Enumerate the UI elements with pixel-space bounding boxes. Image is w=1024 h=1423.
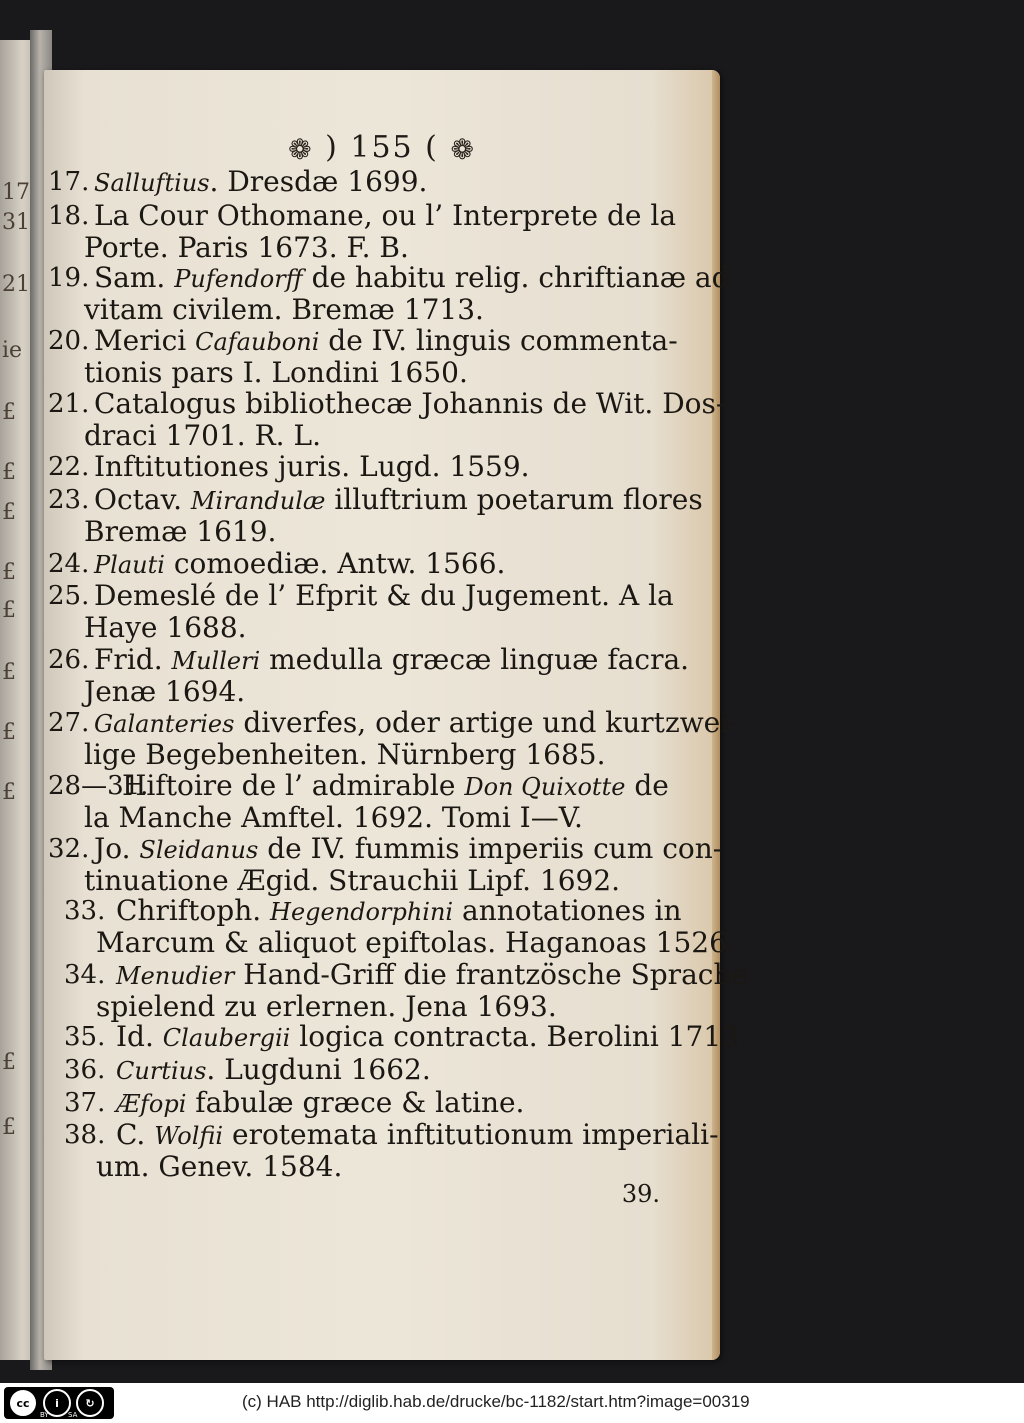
entry-text: La Cour Othomane, ou l’ Interprete de la: [94, 199, 677, 232]
entry-first-line: [94, 166, 427, 199]
entry-author-italic: Hegendorphini: [270, 898, 454, 926]
prev-page-fragment: £: [2, 460, 16, 485]
entry-text: de habitu relig. chriftianæ ad: [302, 261, 730, 294]
entry-text: Inftitutiones juris. Lugd. 1559.: [94, 450, 530, 483]
entry-number: 20.: [48, 326, 90, 356]
book-page: [44, 70, 749, 1360]
entry-continuation-line: spielend zu erlernen. Jena 1693.: [96, 990, 557, 1023]
entry-text: comoediæ. Antw. 1566.: [164, 547, 506, 580]
entry-first-line: [116, 1119, 719, 1152]
entry-author-italic: Æfopi: [116, 1090, 187, 1118]
entry-continuation-line: lige Begebenheiten. Nürnberg 1685.: [84, 738, 606, 771]
entry-number: 17.: [48, 167, 90, 197]
entry-number: 35.: [64, 1022, 106, 1052]
entry-text: C.: [116, 1118, 155, 1151]
entry-text: Hiftoire de l’ admirable: [122, 769, 465, 802]
prev-page-fragment: 17: [2, 180, 30, 205]
by-label: BY: [40, 1411, 49, 1419]
entry-number: 24.: [48, 549, 90, 579]
entry-text: . Lugduni 1662.: [206, 1053, 431, 1086]
prev-page-fragment: £: [2, 598, 16, 623]
entry-continuation-line: Bremæ 1619.: [84, 515, 277, 548]
entry-number: 33.: [64, 896, 106, 926]
entry-first-line: [94, 644, 689, 677]
entry-number: 34.: [64, 960, 106, 990]
entry-first-line: [116, 895, 682, 928]
entry-text: Hand-Griff die frantzösche Sprache: [234, 958, 749, 991]
flower-ornament-icon: ❁: [450, 132, 476, 166]
entry-number: 18.: [48, 201, 90, 231]
entry-first-line: [94, 200, 676, 232]
entry-author-italic: Curtius: [116, 1057, 207, 1085]
entry-author-italic: Galanteries: [94, 710, 235, 738]
entry-first-line: [94, 707, 739, 740]
entry-first-line: [94, 484, 703, 517]
entry-number: 25.: [48, 581, 90, 611]
entry-author-italic: Plauti: [94, 551, 165, 579]
entry-text: annotationes in: [453, 894, 682, 927]
entry-number: 36.: [64, 1055, 106, 1085]
entry-first-line: [94, 325, 678, 358]
entry-continuation-line: Jenæ 1694.: [84, 675, 246, 708]
entry-author-italic: Cafauboni: [195, 328, 320, 356]
entry-text: de: [625, 769, 669, 802]
prev-page-fragment: £: [2, 780, 16, 805]
entry-author-italic: Salluftius: [94, 169, 210, 197]
header-bracket-left: ): [325, 130, 339, 165]
entry-number: 19.: [48, 263, 90, 293]
entry-continuation-line: Haye 1688.: [84, 611, 247, 644]
prev-page-fragment: £: [2, 500, 16, 525]
entry-first-line: [94, 548, 505, 581]
footer-bar: [0, 1383, 1024, 1423]
entry-continuation-line: Porte. Paris 1673. F. B.: [84, 231, 409, 264]
entry-continuation-line: draci 1701. R. L.: [84, 419, 321, 452]
prev-page-fragment: £: [2, 720, 16, 745]
header-bracket-right: (: [425, 130, 439, 165]
entry-text: Frid.: [94, 643, 172, 676]
entry-author-italic: Menudier: [116, 962, 235, 990]
entry-text: erotemata inftitutionum imperiali-: [223, 1118, 719, 1151]
entry-number: 38.: [64, 1120, 106, 1150]
entry-text: . Dresdæ 1699.: [209, 165, 428, 198]
entry-first-line: [94, 833, 722, 866]
entry-text: Sam.: [94, 261, 175, 294]
entry-author-italic: Don Quixotte: [464, 773, 626, 801]
entry-text: de IV. fummis imperiis cum con-: [258, 832, 723, 865]
prev-page-fragment: £: [2, 1050, 16, 1075]
entry-first-line: [116, 1087, 524, 1120]
entry-text: Demeslé de l’ Efprit & du Jugement. A la: [94, 579, 674, 612]
entry-continuation-line: vitam civilem. Bremæ 1713.: [84, 293, 484, 326]
entry-text: Id.: [116, 1020, 163, 1053]
entry-author-italic: Pufendorff: [174, 265, 303, 293]
entry-author-italic: Claubergii: [162, 1024, 291, 1052]
entry-first-line: [116, 1021, 748, 1054]
prev-page-fragment: £: [2, 660, 16, 685]
prev-page-fragment: 21: [2, 272, 30, 297]
entry-author-italic: Wolfii: [154, 1122, 224, 1150]
running-header: [44, 130, 720, 166]
prev-page-fragment: £: [2, 1115, 16, 1140]
entry-text: Merici: [94, 324, 196, 357]
entry-text: Chriftoph.: [116, 894, 271, 927]
prev-page-fragment: ie: [2, 338, 23, 363]
entry-text: illuftrium poetarum flores: [325, 483, 703, 516]
entry-first-line: [122, 770, 669, 803]
entry-first-line: [94, 262, 730, 295]
entry-first-line: [116, 1054, 431, 1087]
entry-first-line: [94, 451, 530, 483]
flower-ornament-icon: ❁: [288, 132, 314, 166]
entry-number: 28—31.: [48, 771, 149, 801]
prev-page-fragment: £: [2, 560, 16, 585]
entry-author-italic: Sleidanus: [139, 836, 259, 864]
entry-text: logica contracta. Berolini 1713.: [290, 1020, 748, 1053]
entry-number: 27.: [48, 708, 90, 738]
cc-icon: cc: [8, 1388, 38, 1418]
entry-number: 37.: [64, 1088, 106, 1118]
entry-text: diverfes, oder artige und kurtzwei-: [234, 706, 739, 739]
prev-page-fragment: 31: [2, 210, 30, 235]
entry-number: 21.: [48, 389, 90, 419]
entry-continuation-line: Marcum & aliquot epiftolas. Haganoas 1526.: [96, 926, 736, 959]
entry-text: fabulæ græce & latine.: [186, 1086, 525, 1119]
prev-page-fragment: £: [2, 400, 16, 425]
entry-number: 32.: [48, 834, 90, 864]
entry-number: 22.: [48, 452, 90, 482]
entry-continuation-line: tinuatione Ægid. Strauchii Lipf. 1692.: [84, 864, 621, 897]
entry-text: Octav.: [94, 483, 191, 516]
entry-number: 23.: [48, 485, 90, 515]
share-alike-icon: ↻: [76, 1389, 104, 1417]
entry-text: de IV. linguis commenta-: [319, 324, 678, 357]
entry-text: Catalogus bibliothecæ Johannis de Wit. Dos-: [94, 387, 726, 420]
entry-first-line: [94, 580, 674, 612]
entry-text: Jo.: [94, 832, 140, 865]
entry-first-line: [116, 959, 748, 992]
attribution-icon: i: [43, 1389, 71, 1417]
entry-author-italic: Mulleri: [171, 647, 261, 675]
sa-label: SA: [68, 1411, 78, 1419]
entry-number: 26.: [48, 645, 90, 675]
catchword: 39.: [621, 1180, 660, 1208]
entry-continuation-line: um. Genev. 1584.: [96, 1150, 343, 1183]
entry-text: medulla græcæ linguæ facra.: [260, 643, 690, 676]
cc-license-badge[interactable]: [4, 1387, 114, 1419]
credit-link[interactable]: (c) HAB http://diglib.hab.de/drucke/bc-1182/start.htm?image=00319: [242, 1392, 750, 1411]
entry-continuation-line: tionis pars I. Londini 1650.: [84, 356, 468, 389]
entry-author-italic: Mirandulæ: [190, 487, 326, 515]
entry-first-line: [94, 388, 725, 420]
entry-continuation-line: la Manche Amftel. 1692. Tomi I—V.: [84, 801, 583, 834]
page-number: 155: [350, 130, 414, 165]
